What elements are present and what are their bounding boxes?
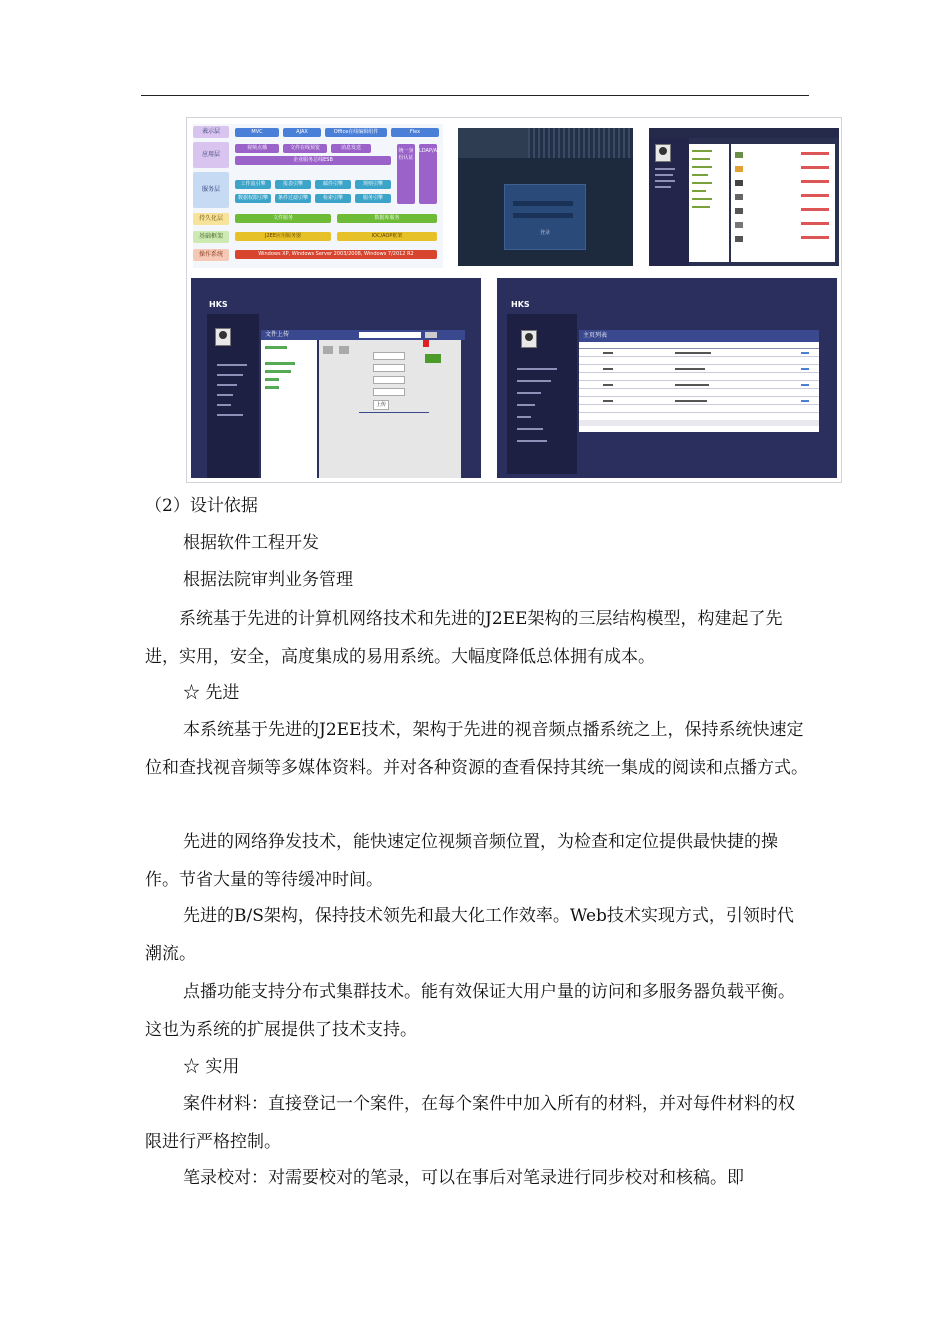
tree-item[interactable] [692, 198, 712, 200]
layer-label: 服务层 [193, 172, 229, 208]
file-actions[interactable] [801, 180, 829, 183]
file-actions[interactable] [801, 222, 829, 225]
table-row[interactable] [579, 364, 819, 365]
sidebar [649, 138, 689, 266]
file-icon [323, 346, 333, 354]
sidebar-item[interactable] [217, 414, 243, 416]
form-field[interactable] [373, 364, 405, 372]
avatar [215, 328, 231, 346]
table-row[interactable] [579, 372, 819, 373]
screenshot-figure [186, 117, 842, 483]
layer-label: 表示层 [193, 126, 229, 138]
layer-box: 消息发送 [331, 144, 371, 153]
form-divider [359, 412, 429, 413]
login-banner-pattern [528, 128, 633, 158]
upload-screenshot [191, 278, 481, 478]
sidebar-item[interactable] [655, 174, 673, 176]
section-heading: ☆ 实用 [183, 1057, 240, 1077]
layer-box: 服务引擎 [355, 194, 391, 203]
avatar [655, 144, 671, 162]
table-cell [675, 368, 705, 370]
table-header-row [579, 348, 819, 349]
file-thumb[interactable] [735, 194, 743, 200]
sidebar-item[interactable] [217, 394, 233, 396]
section-heading: ☆ 先进 [183, 683, 240, 703]
sidebar-item[interactable] [517, 440, 547, 442]
tree-item[interactable] [692, 206, 710, 208]
app-topbar [191, 278, 481, 314]
table-row[interactable] [579, 396, 819, 397]
pagination-bar[interactable] [579, 420, 819, 426]
tree-item[interactable] [265, 362, 295, 365]
tree-item[interactable] [692, 150, 712, 152]
file-list-screenshot [649, 128, 839, 266]
file-thumb[interactable] [735, 152, 743, 158]
panel-title: 文件上传 [265, 331, 290, 338]
file-actions[interactable] [801, 236, 829, 239]
upload-button[interactable]: 上传 [373, 400, 389, 410]
sidebar-item[interactable] [655, 186, 671, 188]
table-cell [675, 384, 709, 386]
login-screenshot [458, 128, 633, 266]
data-table [579, 342, 819, 432]
sidebar-item[interactable] [517, 368, 557, 370]
table-cell [603, 352, 613, 354]
file-thumb[interactable] [735, 208, 743, 214]
form-field[interactable] [373, 376, 405, 384]
table-action[interactable] [801, 352, 809, 354]
file-actions[interactable] [801, 152, 829, 155]
sidebar-item[interactable] [517, 416, 531, 418]
table-row[interactable] [579, 412, 819, 413]
layer-box: Flex [391, 128, 439, 137]
body-paragraph: 先进的B/S架构，保持技术领先和最大化工作效率。Web技术实现方式，引领时代潮流。 [145, 906, 794, 964]
avatar [521, 330, 537, 348]
body-paragraph: 案件材料：直接登记一个案件，在每个案件中加入所有的材料，并对每件材料的权限进行严格控制。 [145, 1094, 795, 1152]
layer-box: J2EE应用服务器 [235, 232, 331, 241]
file-thumb[interactable] [735, 166, 743, 172]
alert-marker [423, 340, 429, 347]
upload-form [319, 340, 461, 478]
tree-item[interactable] [692, 190, 706, 192]
layer-presentation [193, 126, 443, 138]
layer-box: 视频点播 [235, 144, 279, 153]
tree-item[interactable] [265, 386, 279, 389]
list-screenshot [497, 278, 837, 478]
sidebar [207, 314, 259, 478]
layer-box: 文件服务 [235, 214, 331, 223]
basis-item: 根据法院审判业务管理 [183, 570, 353, 590]
table-action[interactable] [801, 400, 809, 402]
file-icon [339, 346, 349, 354]
tree-item[interactable] [265, 378, 279, 381]
search-input[interactable] [359, 332, 421, 338]
layer-box: 企业服务总线ESB [235, 156, 391, 165]
body-paragraph: 先进的网络狰发技术，能快速定位视频音频位置，为检查和定位提供最快捷的操作。节省大量的等待缓冲时间。 [145, 832, 778, 890]
layer-box: 邮件引擎 [315, 180, 351, 189]
submit-green-button[interactable] [425, 354, 441, 363]
layer-box: IOC/AOP框架 [337, 232, 437, 241]
sidebar-item[interactable] [517, 428, 543, 430]
file-thumb[interactable] [735, 236, 743, 242]
layer-box: 条件过滤引擎 [275, 194, 311, 203]
table-row[interactable] [579, 404, 819, 405]
layer-box: Office在线编辑组件 [325, 128, 387, 137]
layer-box: 文件在线预览 [283, 144, 327, 153]
header-rule [141, 95, 809, 96]
architecture-diagram [193, 124, 443, 268]
layer-framework [193, 230, 443, 244]
layer-box: 检索引擎 [315, 194, 351, 203]
layer-label: 基础框架 [193, 231, 229, 243]
panel-header [261, 330, 465, 340]
ldap-side-box: LDAP/AD [419, 144, 437, 204]
table-cell [603, 400, 613, 402]
body-paragraph: 笔录校对：对需要校对的笔录，可以在事后对笔录进行同步校对和核稿。即 [183, 1168, 744, 1188]
layer-box: 数据权限引擎 [235, 194, 271, 203]
folder-tree [261, 340, 317, 478]
app-topbar [649, 128, 839, 138]
app-logo: HKS [209, 300, 228, 309]
table-action[interactable] [801, 384, 809, 386]
tree-item[interactable] [265, 346, 287, 349]
table-cell [675, 352, 711, 354]
file-actions[interactable] [801, 194, 829, 197]
username-field[interactable] [513, 201, 573, 206]
table-cell [603, 384, 613, 386]
search-button[interactable] [425, 332, 437, 338]
table-row[interactable] [579, 380, 819, 381]
layer-box: MVC [235, 128, 279, 137]
sidebar-item[interactable] [517, 380, 551, 382]
app-logo: HKS [511, 300, 530, 309]
tree-item[interactable] [692, 182, 712, 184]
layer-box: Windows XP, Windows Server 2003/2008, Windows 7/2012 R2 [235, 250, 437, 259]
auth-side-box: 统一身份认证 [397, 144, 415, 204]
tree-item[interactable] [692, 174, 708, 176]
table-action[interactable] [801, 368, 809, 370]
body-paragraph: 点播功能支持分布式集群技术。能有效保证大用户量的访问和多服务器负载平衡。这也为系统的扩展提供了技术支持。 [145, 982, 795, 1040]
body-paragraph: 本系统基于先进的J2EE技术，架构于先进的视音频点播系统之上，保持系统快速定位和查找视音频等多媒体资料。并对各种资源的查看保持其统一集成的阅读和点播方式。 [145, 720, 808, 778]
file-grid [731, 144, 835, 262]
section-caption: （2）设计依据 [145, 496, 258, 516]
tree-item[interactable] [692, 166, 712, 168]
table-row[interactable] [579, 356, 819, 357]
file-actions[interactable] [801, 208, 829, 211]
file-thumb[interactable] [735, 222, 743, 228]
form-field[interactable] [373, 388, 405, 396]
login-button[interactable]: 登录 [539, 230, 550, 236]
tree-item[interactable] [265, 370, 291, 373]
layer-label: 持久化层 [193, 213, 229, 225]
sidebar-item[interactable] [217, 404, 231, 406]
sidebar-item[interactable] [217, 384, 237, 386]
layer-box: 数据库服务 [337, 214, 437, 223]
layer-box: 工作流引擎 [235, 180, 271, 189]
layer-box: AJAX [283, 128, 321, 137]
table-cell [603, 368, 613, 370]
password-field[interactable] [513, 213, 573, 218]
sidebar-item[interactable] [517, 404, 535, 406]
sidebar-item[interactable] [517, 392, 541, 394]
layer-label: 应用层 [193, 142, 229, 168]
table-row[interactable] [579, 388, 819, 389]
list-title: 主页列表 [583, 332, 608, 339]
app-topbar [497, 278, 837, 314]
basis-item: 根据软件工程开发 [183, 533, 319, 553]
folder-tree [689, 144, 729, 262]
sidebar-item[interactable] [655, 180, 675, 182]
table-cell [675, 400, 707, 402]
list-header [579, 330, 819, 342]
login-dialog [504, 184, 586, 250]
sidebar-item[interactable] [217, 374, 243, 376]
sidebar-item[interactable] [655, 168, 675, 170]
layer-label: 操作系统 [193, 249, 229, 261]
layer-box: 规则引擎 [355, 180, 391, 189]
sidebar-item[interactable] [217, 364, 247, 366]
layer-os [193, 248, 443, 262]
layer-box: 报表引擎 [275, 180, 311, 189]
sidebar [507, 314, 577, 474]
form-field[interactable] [373, 352, 405, 360]
file-actions[interactable] [801, 166, 829, 169]
intro-paragraph: 系统基于先进的计算机网络技术和先进的J2EE架构的三层结构模型，构建起了先进，实用，安全，高度集成的易用系统。大幅度降低总体拥有成本。 [145, 609, 783, 667]
file-thumb[interactable] [735, 180, 743, 186]
layer-persistence [193, 212, 443, 226]
tree-item[interactable] [692, 158, 710, 160]
